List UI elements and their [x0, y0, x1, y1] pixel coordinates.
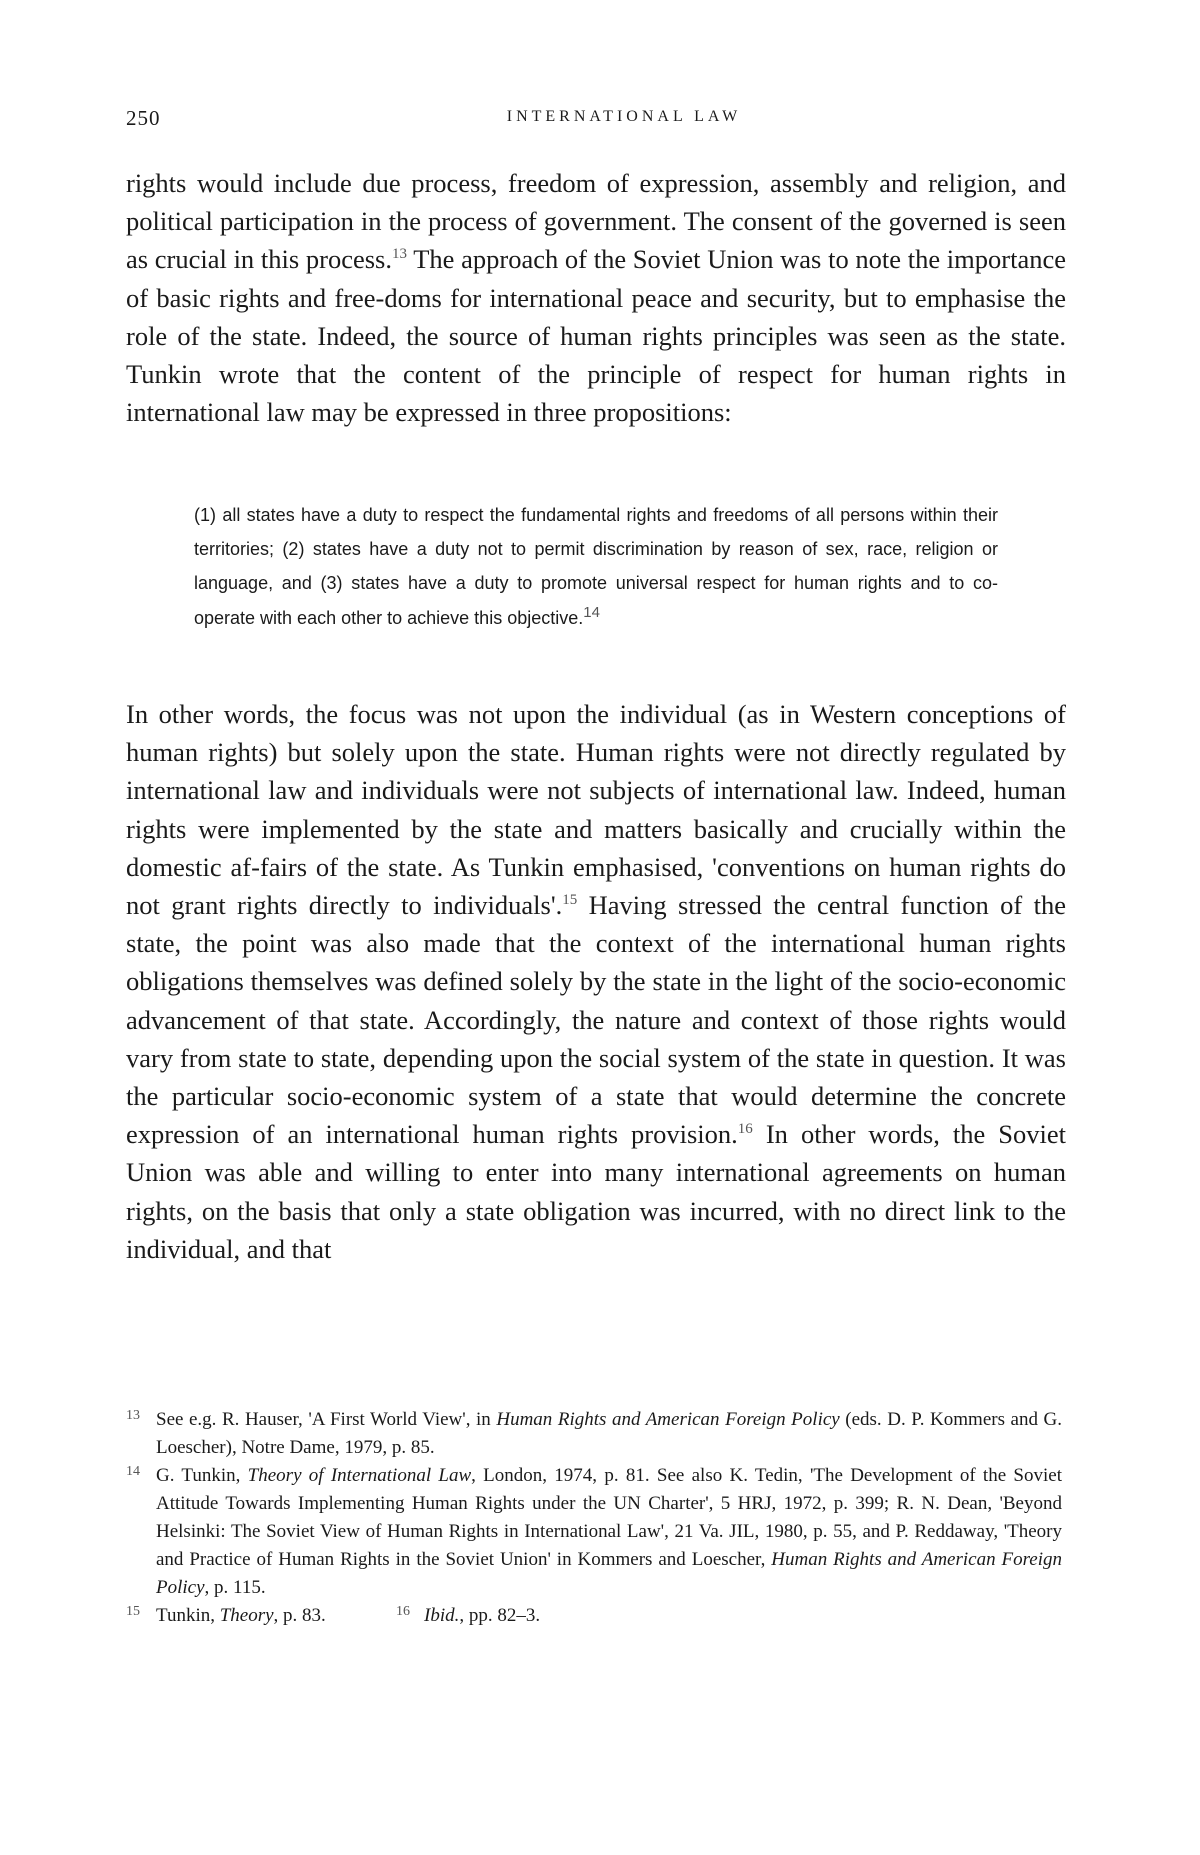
- page-number: 250: [126, 106, 161, 130]
- block-quote: [194, 498, 998, 635]
- paragraph-1-text-a: rights would include due process, freedom of expression, assembly and religion, and political participation in the process of government. The consent of the governed is seen as crucial in this process.: [126, 168, 1066, 275]
- footnote-15: [156, 1602, 326, 1630]
- footnote-15-text-b: , p. 83.: [273, 1605, 326, 1626]
- footnote-row-15-16: [126, 1602, 1062, 1632]
- footnote-14-mark: 14: [126, 1464, 140, 1479]
- footnote-13: [126, 1406, 1062, 1462]
- paragraph-2-text-a: In other words, the focus was not upon the individual (as in Western conceptions of human rights) but solely upon the state. Human rights were not directly regulated by international law and individuals were not subjects of international law. Indeed, human rights were implemented by the state and matters basically and crucially within the domestic af-fairs of the state. As Tunkin emphasised, 'conventions on human rights do not grant rights directly to individuals'.: [126, 699, 1066, 921]
- footnote-14: [126, 1462, 1062, 1602]
- running-title: INTERNATIONAL LAW: [506, 108, 742, 125]
- paragraph-2-text-c: In other words, the Soviet Union was able and willing to enter into many international agreements on human rights, on the basis that only a state obligation was incurred, with no direct link to the individual, and that: [126, 1119, 1066, 1264]
- footnote-14-italic-b: Human Rights and American Foreign Policy: [156, 1549, 1063, 1598]
- footnote-14-text-b: , London, 1974, p. 81. See also K. Tedin, 'The Development of the Soviet Attitude Towards Implementing Human Rights under the UN Charter', 5 HRJ, 1972, p. 399; R. N. Dean, 'Beyond Helsinki: The Soviet View of Human Rights in International Law', 21 Va. JIL, 1980, p. 55, and P. Reddaway, 'Theory and Practice of Human Rights in the Soviet Union' in Kommers and Loescher,: [156, 1465, 1062, 1570]
- footnotes: [126, 1406, 1062, 1632]
- footnote-15-mark: 15: [126, 1604, 140, 1619]
- paragraph-1-text-b: The approach of the Soviet Union was to note the importance of basic rights and free-doms for international peace and security, but to emphasise the role of the state. Indeed, the source of human rights principles was seen as the state. Tunkin wrote that the content of the principle of respect for human rights in international law may be expressed in three propositions:: [126, 244, 1066, 428]
- footnote-16: [424, 1602, 540, 1630]
- footnote-16-text-b: , pp. 82–3.: [459, 1605, 541, 1626]
- footnote-14-text-c: , p. 115.: [204, 1577, 266, 1598]
- footnote-ref-13[interactable]: 13: [391, 246, 407, 263]
- footnote-14-text-a: G. Tunkin,: [156, 1465, 248, 1486]
- footnote-16-italic-a: Ibid.: [424, 1605, 460, 1626]
- running-head: [126, 106, 1062, 136]
- block-quote-text: (1) all states have a duty to respect the fundamental rights and freedoms of all persons within their territories; (2) states have a duty not to permit discrimination by reason of sex, race, religion or language, and (3) states have a duty to promote universal respect for human rights and to co-operate with each other to achieve this objective.: [194, 505, 998, 628]
- footnote-13-italic-a: Human Rights and American Foreign Policy: [496, 1409, 840, 1430]
- paragraph-2-text-b: Having stressed the central function of the state, the point was also made that the context of the international human rights obligations themselves was defined solely by the state in the light of the socio-economic advancement of that state. Accordingly, the nature and context of those rights would vary from state to state, depending upon the social system of the state in question. It was the particular socio-economic system of a state that would determine the concrete expression of an international human rights provision.: [126, 890, 1066, 1150]
- footnote-ref-15[interactable]: 15: [562, 892, 578, 909]
- body-paragraph-2: [126, 695, 1066, 1268]
- footnote-15-italic-a: Theory: [219, 1605, 274, 1626]
- footnote-ref-14[interactable]: 14: [583, 603, 600, 621]
- footnote-13-mark: 13: [126, 1408, 140, 1423]
- footnote-16-mark: 16: [396, 1604, 410, 1619]
- footnote-15-text-a: Tunkin,: [156, 1605, 220, 1626]
- footnote-ref-16[interactable]: 16: [737, 1121, 753, 1138]
- footnote-14-italic-a: Theory of International Law: [247, 1465, 472, 1486]
- footnote-13-text-b: (eds. D. P. Kommers and G. Loescher), Notre Dame, 1979, p. 85.: [156, 1409, 1062, 1458]
- footnote-13-text-a: See e.g. R. Hauser, 'A First World View', in: [156, 1409, 497, 1430]
- body-paragraph-1: [126, 164, 1066, 431]
